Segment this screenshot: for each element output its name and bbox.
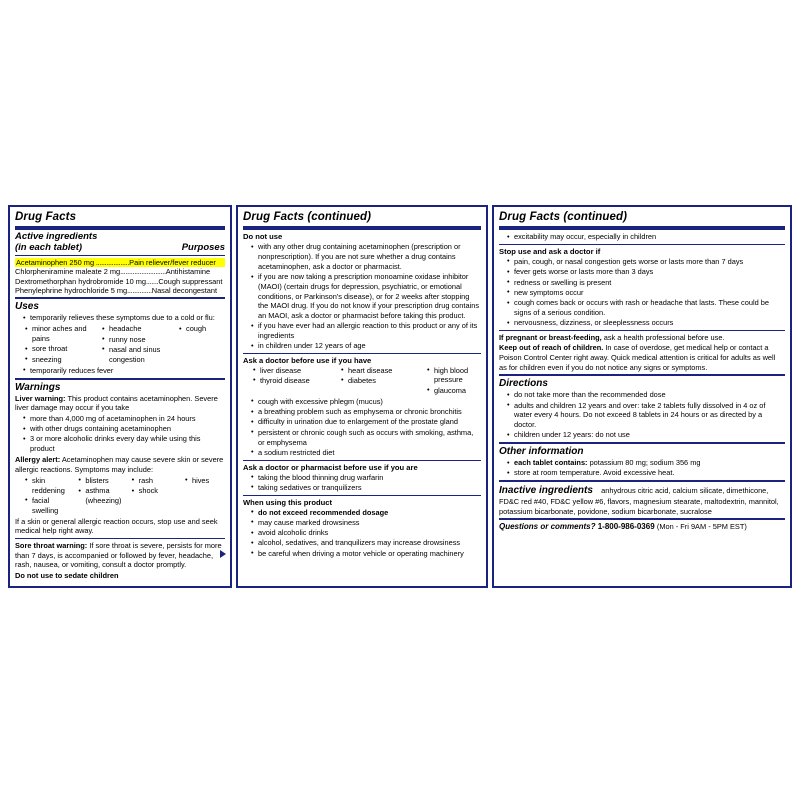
questions-label: Questions or comments? <box>499 522 596 532</box>
pregnancy-warning <box>499 333 785 343</box>
ask-doctor-title: Ask a doctor before use if you have <box>243 356 372 366</box>
list-item: • if you are now taking a prescription monoamine oxidase inhibitor (MAOI) (certain drugs for depression, psychiatric, or emotional conditions, or Parkinson's disease), or for 2 weeks after stopping the MAOI drug. If you do not know if your prescription drug contains an MAOI, ask a doctor or pharmacist before taking this product. <box>251 272 481 321</box>
list-item: • a sodium restricted diet <box>251 448 481 458</box>
panel1-title: Drug Facts <box>15 211 77 223</box>
divider <box>499 442 785 444</box>
liver-warning-text: This product contains acetaminophen. Severe liver damage may occur if you take <box>15 393 218 413</box>
drug-facts-label <box>8 205 792 588</box>
allergy-alert-head: Allergy alert: <box>15 455 61 464</box>
sore-throat-warning <box>15 541 225 570</box>
uses-list-2 <box>15 366 225 376</box>
directions-list <box>499 390 785 440</box>
list-item: • cough with excessive phlegm (mucus) <box>251 397 481 407</box>
allergy-followup: If a skin or general allergic reaction occurs, stop use and seek medical help right away. <box>15 516 218 536</box>
list-item: • hives <box>185 476 225 486</box>
ingredient-row <box>15 277 225 286</box>
list-item: • do not exceed recommended dosage <box>251 508 481 518</box>
list-item: • difficulty in urination due to enlargement of the prostate gland <box>251 417 481 427</box>
list-item: • do not take more than the recommended dose <box>507 390 785 400</box>
inactive-ingredients <box>499 484 785 516</box>
do-not-use-list <box>243 242 481 351</box>
list-item: • skin reddening <box>25 476 68 496</box>
ingredient-row <box>15 286 225 295</box>
divider <box>243 353 481 354</box>
uses-symptoms-col-3 <box>169 324 225 365</box>
ingredient-row <box>15 267 225 276</box>
uses-symptoms-col-1 <box>15 324 92 365</box>
excitability-list <box>499 232 785 242</box>
divider <box>499 244 785 245</box>
drug-facts-panel-3 <box>492 205 792 588</box>
allergy-symptoms-col-4 <box>175 475 225 516</box>
allergy-symptoms-grid <box>15 475 225 516</box>
list-item: • sore throat <box>25 344 92 354</box>
list-item: • more than 4,000 mg of acetaminophen in 24 hours <box>23 414 225 424</box>
list-item: • with any other drug containing acetaminophen (prescription or nonprescription). If you are not sure whether a drug contains acetaminophen, ask a doctor or pharmacist. <box>251 242 481 271</box>
list-item: • 3 or more alcoholic drinks every day while using this product <box>23 434 225 454</box>
do-not-sedate-note: Do not use to sedate children <box>15 570 119 580</box>
allergy-alert <box>15 455 225 474</box>
leader-dots: .......................... <box>120 267 166 277</box>
stop-use-list <box>499 257 785 328</box>
panel3-title: Drug Facts (continued) <box>499 211 628 223</box>
list-item: • adults and children 12 years and over: take 2 tablets fully dissolved in 4 oz of water every 4 hours. Do not exceed 8 tablets in 24 hours or as directed by a doctor. <box>507 401 785 430</box>
list-item: • store at room temperature. Avoid excessive heat. <box>507 468 785 478</box>
keep-out-of-reach-warning <box>499 343 785 372</box>
when-using-title: When using this product <box>243 497 333 507</box>
ask-doctor-rest-list <box>243 397 481 458</box>
list-item: • asthma (wheezing) <box>78 486 121 506</box>
divider <box>243 226 481 230</box>
other-information-list <box>499 458 785 478</box>
divider <box>15 538 225 539</box>
divider <box>499 330 785 331</box>
list-item: • rash <box>132 476 175 486</box>
ask-doctor-col-1 <box>243 365 331 396</box>
divider <box>243 495 481 496</box>
list-item: • may cause marked drowsiness <box>251 518 481 528</box>
list-item: • temporarily reduces fever <box>23 366 225 376</box>
list-item: • cough <box>179 324 225 334</box>
other-information-title: Other information <box>499 446 584 458</box>
stop-use-title: Stop use and ask a doctor if <box>499 246 601 256</box>
other-info-bold: each tablet contains: <box>514 458 588 468</box>
uses-list <box>15 313 225 323</box>
ingredient-row <box>15 258 225 267</box>
ingredient-purpose: Pain reliever/fever reducer <box>129 258 216 268</box>
divider <box>15 297 225 299</box>
ingredient-list <box>15 258 225 295</box>
list-item: • diabetes <box>341 376 417 386</box>
divider <box>499 518 785 520</box>
list-item: • new symptoms occur <box>507 288 785 298</box>
liver-warning <box>15 394 225 413</box>
continue-arrow-icon <box>220 550 226 558</box>
list-item: • facial swelling <box>25 496 68 516</box>
ask-doctor-grid <box>243 365 481 396</box>
pregnancy-warning-head: If pregnant or breast-feeding, <box>499 332 602 342</box>
ask-pharmacist-title: Ask a doctor or pharmacist before use if you are <box>243 462 418 472</box>
do-not-use-title: Do not use <box>243 232 283 242</box>
list-item <box>507 458 785 468</box>
inactive-ingredients-title: Inactive ingredients <box>499 485 593 497</box>
questions-phone[interactable]: 1-800-986-0369 <box>597 522 655 532</box>
list-item: • sneezing <box>25 355 92 365</box>
list-item: • alcohol, sedatives, and tranquilizers may increase drowsiness <box>251 538 481 548</box>
active-ingredients-label: Active ingredients <box>15 231 98 243</box>
allergy-symptoms-col-1 <box>15 475 68 516</box>
keep-out-text: In case of overdose, get medical help or contact a Poison Control Center right away. Quick medical attention is critical for adults as well as for children even if you do not notice any signs or symptoms. <box>499 343 776 372</box>
warnings-title: Warnings <box>15 381 61 393</box>
ask-doctor-col-3 <box>417 365 481 396</box>
pregnancy-warning-text: ask a health professional before use. <box>603 332 725 342</box>
ask-pharmacist-list <box>243 473 481 493</box>
list-item: • be careful when driving a motor vehicle or operating machinery <box>251 549 481 559</box>
directions-title: Directions <box>499 378 548 390</box>
ingredient-name: Phenylephrine hydrochloride 5 mg <box>15 285 128 295</box>
uses-symptoms-grid <box>15 324 225 365</box>
list-item: • fever gets worse or lasts more than 3 days <box>507 267 785 277</box>
list-item: • excitability may occur, especially in children <box>507 232 785 242</box>
divider <box>243 460 481 461</box>
ingredient-name: Chlorpheniramine maleate 2 mg <box>15 267 121 277</box>
list-item: • with other drugs containing acetaminophen <box>23 424 225 434</box>
active-ingredients-header <box>15 232 225 253</box>
active-ingredients-sub: (in each tablet) <box>15 241 83 253</box>
sore-throat-text: If sore throat is severe, persists for more than 7 days, is accompanied or followed by fever, headache, rash, nausea, or vomiting, consult a doctor promptly. <box>15 541 222 570</box>
divider <box>499 226 785 230</box>
questions-hours: (Mon - Fri 9AM - 5PM EST) <box>656 522 747 532</box>
list-item: • blisters <box>78 476 121 486</box>
leader-dots: .............. <box>127 285 152 295</box>
allergy-symptoms-col-2 <box>68 475 121 516</box>
uses-title: Uses <box>15 301 39 313</box>
list-item: • high blood pressure <box>427 366 481 386</box>
list-item: • shock <box>132 486 175 496</box>
divider <box>499 480 785 482</box>
divider <box>15 378 225 380</box>
list-item: • liver disease <box>253 366 331 376</box>
list-item: • minor aches and pains <box>25 324 92 344</box>
ingredient-name: Acetaminophen 250 mg <box>16 258 95 268</box>
list-item: • thyroid disease <box>253 376 331 386</box>
list-item: • nasal and sinus congestion <box>102 345 169 365</box>
allergy-symptoms-col-3 <box>122 475 175 516</box>
list-item: • in children under 12 years of age <box>251 341 481 351</box>
list-item: • cough comes back or occurs with rash or headache that lasts. These could be signs of a serious condition. <box>507 298 785 318</box>
questions-row <box>499 522 785 531</box>
keep-out-head: Keep out of reach of children. <box>499 343 604 353</box>
list-item: • headache <box>102 324 169 334</box>
liver-warning-list <box>15 414 225 454</box>
list-item: • glaucoma <box>427 386 481 396</box>
list-item: • avoid alcoholic drinks <box>251 528 481 538</box>
purposes-label: Purposes <box>181 242 225 254</box>
sore-throat-head: Sore throat warning: <box>15 541 88 551</box>
leader-dots: ................... <box>94 258 130 268</box>
divider <box>15 255 225 256</box>
leader-dots: ....... <box>146 276 159 286</box>
list-item: • temporarily relieves these symptoms due to a cold or flu: <box>23 313 225 323</box>
ingredient-purpose: Antihistamine <box>165 267 211 277</box>
list-item: • a breathing problem such as emphysema or chronic bronchitis <box>251 407 481 417</box>
uses-symptoms-col-2 <box>92 324 169 365</box>
ingredient-purpose: Nasal decongestant <box>151 285 218 295</box>
list-item: • pain, cough, or nasal congestion gets worse or lasts more than 7 days <box>507 257 785 267</box>
panel2-title: Drug Facts (continued) <box>243 211 372 223</box>
when-using-list <box>243 508 481 559</box>
ingredient-name: Dextromethorphan hydrobromide 10 mg <box>15 276 147 286</box>
drug-facts-panel-2 <box>236 205 488 588</box>
list-item: • taking the blood thinning drug warfarin <box>251 473 481 483</box>
list-item: • children under 12 years: do not use <box>507 430 785 440</box>
list-item: • runny nose <box>102 335 169 345</box>
drug-facts-panel-1 <box>8 205 232 588</box>
list-item: • heart disease <box>341 366 417 376</box>
list-item: • if you have ever had an allergic reaction to this product or any of its ingredients <box>251 321 481 341</box>
allergy-alert-text: Acetaminophen may cause severe skin or severe allergic reactions. Symptoms may include: <box>15 455 224 474</box>
inactive-ingredients-text: anhydrous citric acid, calcium silicate, dimethicone, FD&C red #40, FD&C yellow #6, flavors, magnesium stearate, maltodextrin, mannitol, potassium bicarbonate, povidone, sodium bicarbonate, sucralose <box>499 486 779 516</box>
liver-warning-head: Liver warning: <box>15 393 66 403</box>
ask-doctor-col-2 <box>331 365 417 396</box>
other-info-rest: potassium 80 mg; sodium 356 mg <box>587 458 701 468</box>
list-item: • nervousness, dizziness, or sleeplessness occurs <box>507 318 785 328</box>
divider <box>15 226 225 230</box>
divider <box>499 374 785 376</box>
list-item: • redness or swelling is present <box>507 278 785 288</box>
list-item: • persistent or chronic cough such as occurs with smoking, asthma, or emphysema <box>251 428 481 448</box>
list-item: • taking sedatives or tranquilizers <box>251 483 481 493</box>
ingredient-purpose: Cough suppressant <box>158 276 223 286</box>
